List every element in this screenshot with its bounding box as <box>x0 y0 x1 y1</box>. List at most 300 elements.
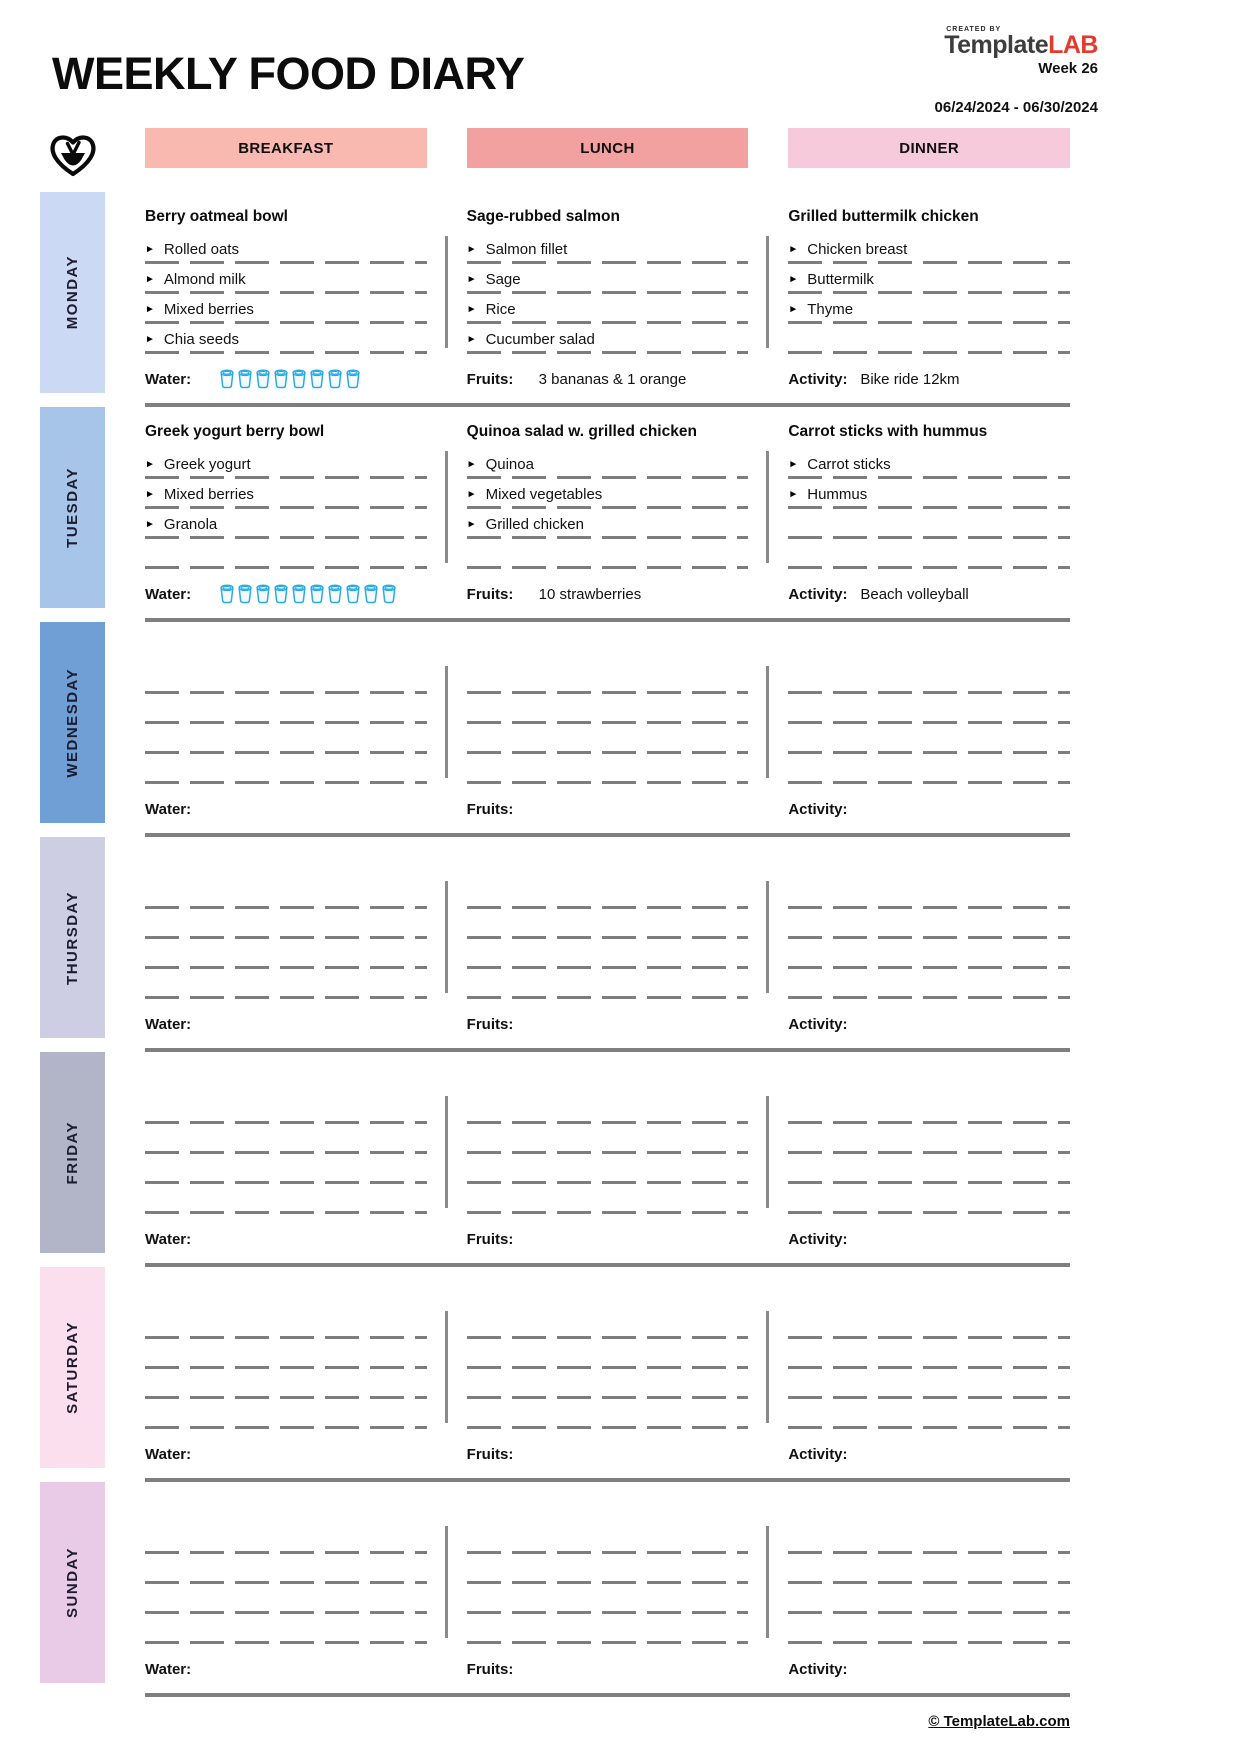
day-gutter <box>40 1052 145 1267</box>
breakfast-column <box>145 1492 427 1646</box>
meal-item-line <box>145 726 427 756</box>
lunch-column <box>467 1277 749 1431</box>
water-glass-icon <box>255 369 271 389</box>
column-divider <box>445 1526 448 1638</box>
fruits-cell <box>467 1661 749 1678</box>
bullet-icon: ► <box>788 459 799 470</box>
breakfast-column <box>145 202 427 356</box>
water-glass-icon <box>327 584 343 604</box>
meal-title <box>467 632 749 666</box>
meal-item-line <box>467 326 749 356</box>
heart-bowl-icon <box>46 128 100 178</box>
day-name: WEDNESDAY <box>64 667 81 778</box>
lunch-header: LUNCH <box>467 128 749 168</box>
meal-item-line <box>145 1526 427 1556</box>
water-glasses <box>219 584 397 604</box>
dinner-column <box>788 1277 1070 1431</box>
water-label: Water: <box>145 370 192 388</box>
bullet-icon: ► <box>145 304 155 315</box>
column-divider <box>445 881 448 993</box>
water-glass-icon <box>345 369 361 389</box>
meal-item-line <box>467 1311 749 1341</box>
meal-item-line <box>788 1156 1070 1186</box>
fruits-cell <box>467 1231 749 1248</box>
water-cell <box>145 1016 427 1033</box>
meal-item-line <box>467 726 749 756</box>
day-row-saturday <box>40 1267 1070 1482</box>
water-cell <box>145 369 427 389</box>
day-gutter <box>40 192 145 407</box>
meal-item-line <box>145 236 427 266</box>
day-summary-row <box>145 1005 1070 1043</box>
dinner-column <box>788 632 1070 786</box>
day-row-thursday <box>40 837 1070 1052</box>
column-divider <box>445 236 448 348</box>
meal-title <box>145 847 427 881</box>
meal-item-line <box>467 1096 749 1126</box>
water-glass-icon <box>345 584 361 604</box>
water-label: Water: <box>145 1230 192 1248</box>
meal-item-line <box>788 756 1070 786</box>
meal-item-line <box>467 1556 749 1586</box>
meal-item-line <box>788 451 1070 481</box>
breakfast-column <box>145 1277 427 1431</box>
date-range: 06/24/2024 - 06/30/2024 <box>934 99 1098 116</box>
meal-item-line <box>145 1556 427 1586</box>
bullet-icon: ► <box>145 459 155 470</box>
day-name: SUNDAY <box>64 1547 81 1618</box>
fruits-label: Fruits: <box>466 1660 514 1678</box>
water-glass-icon <box>255 584 271 604</box>
created-by-text: CREATED BY <box>946 26 1002 33</box>
meal-title <box>145 632 427 666</box>
day-name: THURSDAY <box>64 890 81 985</box>
column-divider <box>445 1311 448 1423</box>
meal-title <box>145 1062 427 1096</box>
fruits-label: Fruits: <box>466 800 514 818</box>
day-name: SATURDAY <box>64 1321 81 1414</box>
day-row-wednesday <box>40 622 1070 837</box>
fruits-cell <box>467 586 749 603</box>
meal-item-line <box>145 1311 427 1341</box>
column-divider <box>766 1311 769 1423</box>
meal-item-text: Buttermilk <box>807 271 874 288</box>
meal-item-line <box>145 1586 427 1616</box>
column-divider <box>766 1526 769 1638</box>
meal-item-text: Carrot sticks <box>807 456 891 473</box>
activity-cell <box>788 1446 1070 1463</box>
meal-item-line <box>467 1126 749 1156</box>
meal-item-text: Chicken breast <box>807 241 908 258</box>
activity-label: Activity: <box>788 1230 848 1248</box>
meal-item-line <box>788 1311 1070 1341</box>
meal-item-line <box>788 1096 1070 1126</box>
day-rows <box>40 192 1070 1697</box>
meal-item-line <box>145 911 427 941</box>
meal-item-line <box>145 666 427 696</box>
meal-title: Sage-rubbed salmon <box>466 208 620 225</box>
meal-item-line <box>788 1341 1070 1371</box>
activity-cell <box>788 1231 1070 1248</box>
lunch-column <box>467 1492 749 1646</box>
meal-item-line <box>788 481 1070 511</box>
activity-cell <box>788 371 1070 388</box>
meal-title: Grilled buttermilk chicken <box>788 208 979 225</box>
meal-item-line <box>788 881 1070 911</box>
water-glass-icon <box>381 584 397 604</box>
meal-item-line <box>145 541 427 571</box>
fruits-cell <box>467 371 749 388</box>
dinner-column <box>788 1492 1070 1646</box>
water-label: Water: <box>145 800 192 818</box>
water-glass-icon <box>309 584 325 604</box>
meal-item-line <box>788 666 1070 696</box>
meal-item-line <box>788 1586 1070 1616</box>
meal-item-line <box>467 296 749 326</box>
meal-item-line <box>788 971 1070 1001</box>
column-header-row <box>40 128 1070 178</box>
lunch-column <box>467 847 749 1001</box>
day-row-tuesday <box>40 407 1070 622</box>
day-gutter <box>40 1267 145 1482</box>
meal-item-line <box>467 1526 749 1556</box>
fruits-value: 3 bananas & 1 orange <box>538 370 687 388</box>
meal-item-text: Thyme <box>807 301 854 318</box>
heart-box <box>40 128 105 178</box>
meal-item-line <box>467 1186 749 1216</box>
meal-item-line <box>788 1371 1070 1401</box>
meals-row <box>145 632 1070 786</box>
day-label <box>40 837 105 1038</box>
meal-item-line <box>145 941 427 971</box>
meal-item-line <box>467 266 749 296</box>
column-divider <box>766 236 769 348</box>
column-divider <box>766 881 769 993</box>
water-glass-icon <box>291 584 307 604</box>
meal-item-line <box>467 1401 749 1431</box>
meal-item-text: Salmon fillet <box>485 241 568 258</box>
meal-item-line <box>145 266 427 296</box>
meal-item-line <box>788 266 1070 296</box>
meal-item-line <box>788 541 1070 571</box>
day-label <box>40 1267 105 1468</box>
meal-item-line <box>145 1341 427 1371</box>
meal-item-line <box>145 696 427 726</box>
meal-item-line <box>467 666 749 696</box>
day-label <box>40 192 105 393</box>
meal-item-line <box>145 1126 427 1156</box>
activity-label: Activity: <box>788 1445 848 1463</box>
meal-item-line <box>145 296 427 326</box>
bullet-icon: ► <box>145 519 155 530</box>
meal-item-line <box>788 296 1070 326</box>
water-glass-icon <box>291 369 307 389</box>
fruits-label: Fruits: <box>466 370 514 388</box>
water-glass-icon <box>237 369 253 389</box>
day-label <box>40 1482 105 1683</box>
day-row-monday <box>40 192 1070 407</box>
meal-item-line <box>145 1186 427 1216</box>
meal-item-line <box>788 236 1070 266</box>
water-glass-icon <box>237 584 253 604</box>
meal-item-line <box>145 1371 427 1401</box>
meal-item-line <box>467 971 749 1001</box>
water-glass-icon <box>363 584 379 604</box>
brand-name: TemplateLAB <box>944 31 1098 59</box>
header-gutter <box>40 128 145 178</box>
day-label <box>40 407 105 608</box>
breakfast-header: BREAKFAST <box>145 128 427 168</box>
day-content <box>145 1052 1070 1267</box>
meal-item-line <box>788 511 1070 541</box>
column-divider <box>766 1096 769 1208</box>
meal-item-line <box>145 511 427 541</box>
meal-title <box>145 1277 427 1311</box>
meal-item-line <box>145 481 427 511</box>
bullet-icon: ► <box>788 304 799 315</box>
activity-label: Activity: <box>788 585 848 603</box>
fruits-value: 10 strawberries <box>538 585 642 603</box>
meal-item-line <box>788 911 1070 941</box>
bullet-icon: ► <box>466 489 477 500</box>
day-content <box>145 622 1070 837</box>
bullet-icon: ► <box>788 489 799 500</box>
meal-item-line <box>788 726 1070 756</box>
water-cell <box>145 1446 427 1463</box>
meal-item-line <box>467 511 749 541</box>
fruits-label: Fruits: <box>466 1445 514 1463</box>
day-content <box>145 192 1070 407</box>
meal-item-line <box>467 1586 749 1616</box>
water-label: Water: <box>145 1015 192 1033</box>
day-summary-row <box>145 1435 1070 1473</box>
meal-item-text: Rice <box>485 301 516 318</box>
water-label: Water: <box>145 1660 192 1678</box>
water-glass-icon <box>273 369 289 389</box>
meals-row <box>145 1277 1070 1431</box>
meal-title <box>788 1492 1070 1526</box>
meal-title <box>467 1277 749 1311</box>
day-summary-row <box>145 575 1070 613</box>
day-content <box>145 1267 1070 1482</box>
day-row-friday <box>40 1052 1070 1267</box>
lunch-column <box>467 1062 749 1216</box>
meal-item-text: Greek yogurt <box>163 456 251 473</box>
bullet-icon: ► <box>466 459 477 470</box>
meal-item-line <box>145 1401 427 1431</box>
meal-item-line <box>145 971 427 1001</box>
meal-item-text: Cucumber salad <box>485 331 595 348</box>
meal-item-line <box>467 451 749 481</box>
bullet-icon: ► <box>466 304 477 315</box>
water-glass-icon <box>327 369 343 389</box>
templatelab-logo <box>944 26 1098 58</box>
water-cell <box>145 801 427 818</box>
meals-row <box>145 1492 1070 1646</box>
meals-row <box>145 202 1070 356</box>
meal-item-line <box>467 1156 749 1186</box>
day-name: FRIDAY <box>64 1120 81 1185</box>
breakfast-column <box>145 847 427 1001</box>
header-gap <box>748 128 788 178</box>
column-divider <box>445 666 448 778</box>
activity-cell <box>788 801 1070 818</box>
day-gutter <box>40 837 145 1052</box>
activity-cell <box>788 1016 1070 1033</box>
meal-item-text: Mixed berries <box>163 486 254 503</box>
column-divider <box>445 1096 448 1208</box>
meal-item-line <box>467 911 749 941</box>
meal-title <box>145 1492 427 1526</box>
meal-item-text: Mixed vegetables <box>485 486 603 503</box>
meal-item-line <box>788 1556 1070 1586</box>
dinner-column <box>788 1062 1070 1216</box>
meal-item-line <box>788 1186 1070 1216</box>
fruits-cell <box>467 801 749 818</box>
meal-title <box>788 1062 1070 1096</box>
meal-item-line <box>467 541 749 571</box>
meal-item-line <box>467 236 749 266</box>
water-glass-icon <box>219 584 235 604</box>
dinner-column <box>788 417 1070 571</box>
meal-title <box>788 1277 1070 1311</box>
activity-value: Bike ride 12km <box>860 370 960 388</box>
meal-item-line <box>788 1401 1070 1431</box>
day-name: MONDAY <box>64 255 81 330</box>
activity-cell <box>788 586 1070 603</box>
bullet-icon: ► <box>788 244 799 255</box>
meal-item-text: Granola <box>163 516 218 533</box>
meal-item-line <box>145 881 427 911</box>
meal-item-line <box>145 1096 427 1126</box>
lunch-column <box>467 632 749 786</box>
water-glass-icon <box>219 369 235 389</box>
meal-item-text: Hummus <box>807 486 868 503</box>
bullet-icon: ► <box>466 334 477 345</box>
meal-item-line <box>467 1616 749 1646</box>
dinner-column <box>788 847 1070 1001</box>
breakfast-column <box>145 417 427 571</box>
fruits-label: Fruits: <box>466 585 514 603</box>
meal-item-line <box>788 1526 1070 1556</box>
column-divider <box>766 666 769 778</box>
activity-label: Activity: <box>788 1015 848 1033</box>
lunch-column <box>467 417 749 571</box>
day-label <box>40 1052 105 1253</box>
day-gutter <box>40 1482 145 1697</box>
water-label: Water: <box>145 585 192 603</box>
fruits-label: Fruits: <box>466 1230 514 1248</box>
bullet-icon: ► <box>466 519 477 530</box>
meal-title <box>788 632 1070 666</box>
activity-label: Activity: <box>788 800 848 818</box>
bullet-icon: ► <box>788 274 799 285</box>
breakfast-column <box>145 632 427 786</box>
meal-item-line <box>145 756 427 786</box>
header-gap <box>427 128 467 178</box>
meals-row <box>145 417 1070 571</box>
meal-header-area <box>145 128 1070 178</box>
bullet-icon: ► <box>145 334 155 345</box>
food-diary-page <box>40 26 1098 1730</box>
meal-item-text: Quinoa <box>485 456 534 473</box>
water-cell <box>145 1661 427 1678</box>
bullet-icon: ► <box>466 244 477 255</box>
water-glass-icon <box>273 584 289 604</box>
dinner-header: DINNER <box>788 128 1070 168</box>
fruits-label: Fruits: <box>466 1015 514 1033</box>
water-glasses <box>219 369 361 389</box>
meal-item-line <box>788 326 1070 356</box>
fruits-cell <box>467 1016 749 1033</box>
day-summary-row <box>145 1220 1070 1258</box>
activity-label: Activity: <box>788 370 848 388</box>
bullet-icon: ► <box>145 489 155 500</box>
meal-item-line <box>467 756 749 786</box>
day-summary-row <box>145 360 1070 398</box>
logo-area <box>935 26 1098 116</box>
meal-item-line <box>145 1156 427 1186</box>
activity-label: Activity: <box>788 1660 848 1678</box>
activity-cell <box>788 1661 1070 1678</box>
meal-item-text: Rolled oats <box>163 241 239 258</box>
water-label: Water: <box>145 1445 192 1463</box>
bullet-icon: ► <box>466 274 477 285</box>
bullet-icon: ► <box>145 274 155 285</box>
day-content <box>145 1482 1070 1697</box>
meal-item-line <box>788 696 1070 726</box>
day-summary-row <box>145 1650 1070 1688</box>
day-label <box>40 622 105 823</box>
day-row-sunday <box>40 1482 1070 1697</box>
meal-item-text: Grilled chicken <box>485 516 584 533</box>
day-content <box>145 837 1070 1052</box>
meal-item-line <box>788 1616 1070 1646</box>
meal-item-line <box>467 881 749 911</box>
meal-item-line <box>467 941 749 971</box>
meal-title: Berry oatmeal bowl <box>145 208 288 225</box>
bullet-icon: ► <box>145 244 155 255</box>
week-number: Week 26 <box>1038 60 1098 77</box>
water-cell <box>145 1231 427 1248</box>
water-cell <box>145 584 427 604</box>
meal-title <box>467 847 749 881</box>
day-summary-row <box>145 790 1070 828</box>
meal-item-line <box>788 1126 1070 1156</box>
day-content <box>145 407 1070 622</box>
dinner-column <box>788 202 1070 356</box>
meal-item-line <box>145 1616 427 1646</box>
water-glass-icon <box>309 369 325 389</box>
page-title: WEEKLY FOOD DIARY <box>52 48 525 99</box>
lunch-column <box>467 202 749 356</box>
meal-item-line <box>145 451 427 481</box>
meal-title <box>788 847 1070 881</box>
meal-item-line <box>467 1371 749 1401</box>
meal-title: Greek yogurt berry bowl <box>145 423 325 440</box>
meals-row <box>145 1062 1070 1216</box>
page-header <box>40 26 1098 128</box>
meal-title <box>467 1062 749 1096</box>
meal-item-text: Mixed berries <box>163 301 254 318</box>
day-gutter <box>40 622 145 837</box>
copyright-link[interactable]: © TemplateLab.com <box>928 1713 1070 1730</box>
meal-item-line <box>145 326 427 356</box>
meal-title: Quinoa salad w. grilled chicken <box>466 423 697 440</box>
meal-title: Carrot sticks with hummus <box>788 423 988 440</box>
meal-item-line <box>788 941 1070 971</box>
day-gutter <box>40 407 145 622</box>
